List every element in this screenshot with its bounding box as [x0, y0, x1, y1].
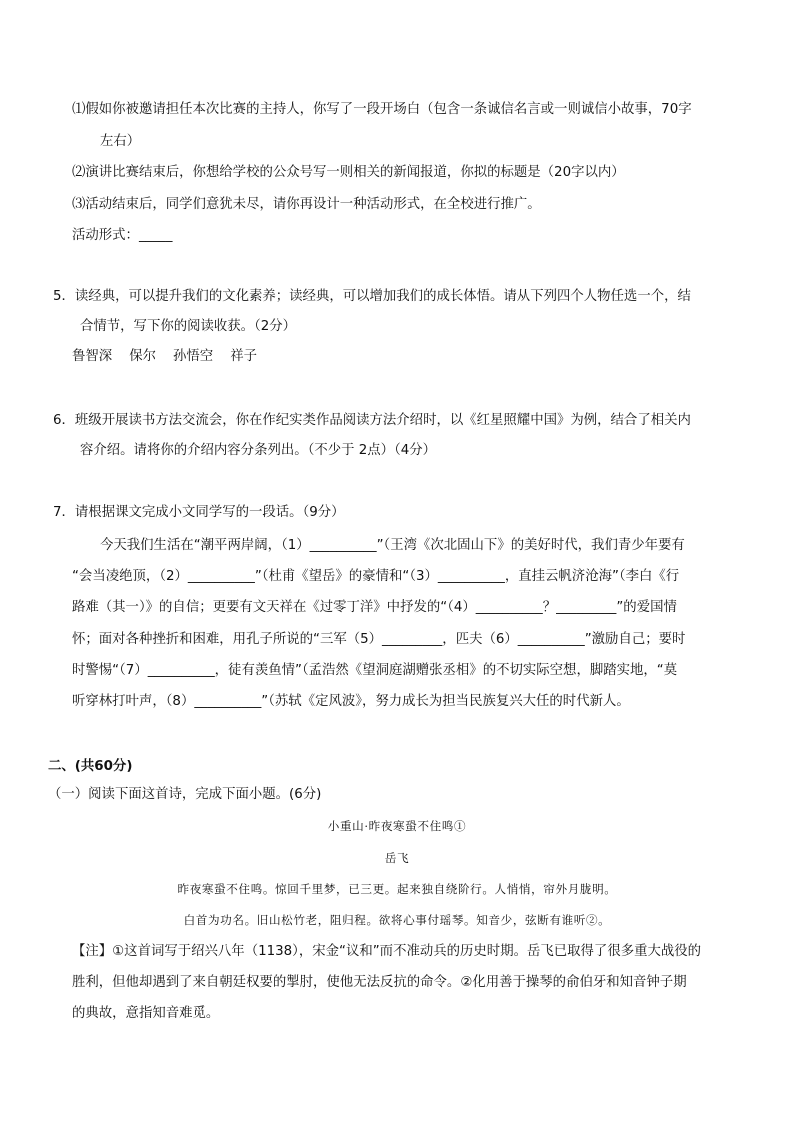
q6-line1: 6．班级开展读书方法交流会，你在作纪实类作品阅读方法介绍时，以《红星照耀中国》为例，结合了相关内 [53, 413, 691, 428]
poem-title: 小重山·昨夜寒蛩不住鸣① [327, 819, 467, 833]
q5-line2: 合情节，写下你的阅读收获。（2分） [80, 319, 297, 334]
q4-sub1-line2: 左右） [100, 134, 141, 149]
q7-title: 7．请根据课文完成小文同学写的一段话。（9分） [53, 505, 345, 520]
q7-line-6: 听穿林打叶声，（8）__________”（苏轼《定风波》，努力成长为担当民族复兴大任的时代新人。 [72, 694, 630, 709]
q4-activity: 活动形式：_____ [72, 228, 173, 243]
q7-line-4: 怀；面对各种挫折和困难，用孔子所说的“三军（5）_________，匹夫（6）__________”激励自己；要时 [72, 632, 686, 647]
q7-line-3: 路难（其一）》的自信；更要有文天祥在《过零丁洋》中抒发的“（4）__________？_________”的爱国情 [72, 600, 677, 615]
poem-author: 岳飞 [384, 851, 410, 865]
q7-line-1: 今天我们生活在“潮平两岸阔，（1）__________”（王湾《次北固山下》的美好时代，我们青少年要有 [100, 538, 685, 553]
note-line-2: 胜利，但他却遇到了来自朝廷权要的掣肘，使他无法反抗的命令。②化用善于操琴的俞伯牙和知音钟子期 [72, 975, 687, 990]
q4-sub3: ⑶活动结束后，同学们意犹未尽，请你再设计一种活动形式，在全校进行推广。 [72, 197, 541, 212]
q4-sub1-line1: ⑴假如你被邀请担任本次比赛的主持人，你写了一段开场白（包含一条诚信名言或一则诚信小故事，70字 [72, 102, 692, 117]
poem-line-1: 昨夜寒蛩不住鸣。惊回千里梦，已三更。起来独自绕阶行。人悄悄，帘外月胧明。 [177, 882, 617, 896]
section2-heading: 二、(共60分) [48, 759, 133, 774]
q4-sub2: ⑵演讲比赛结束后，你想给学校的公众号写一则相关的新闻报道，你拟的标题是（20字以内） [72, 165, 625, 180]
q6-line2: 容介绍。请将你的介绍内容分条列出。（不少于 2点）（4分） [80, 443, 437, 458]
q7-line-2: “会当凌绝顶，（2）__________”（杜甫《望岳》的豪情和“（3）__________，直挂云帆济沧海”（李白《行 [72, 569, 680, 584]
poem-line-2: 白首为功名。旧山松竹老，阻归程。欲将心事付瑶琴。知音少，弦断有谁听②。 [183, 913, 611, 927]
q5-line1: 5．读经典，可以提升我们的文化素养；读经典，可以增加我们的成长体悟。请从下列四个人物任选一个，结 [53, 289, 691, 304]
section2-part1: （一）阅读下面这首诗，完成下面小题。(6分) [48, 787, 322, 802]
q5-characters: 鲁智深 保尔 孙悟空 祥子 [72, 349, 257, 364]
note-line-3: 的典故，意指知音难觅。 [72, 1006, 220, 1021]
q7-line-5: 时警惕“（7）__________，徒有羡鱼情”（孟浩然《望洞庭湖赠张丞相》的不切实际空想，脚踏实地，“莫 [72, 663, 678, 678]
note-line-1: 【注】①这首词写于绍兴八年（1138），宋金“议和”而不准动兵的历史时期。岳飞已取得了很多重大战役的 [72, 944, 702, 959]
